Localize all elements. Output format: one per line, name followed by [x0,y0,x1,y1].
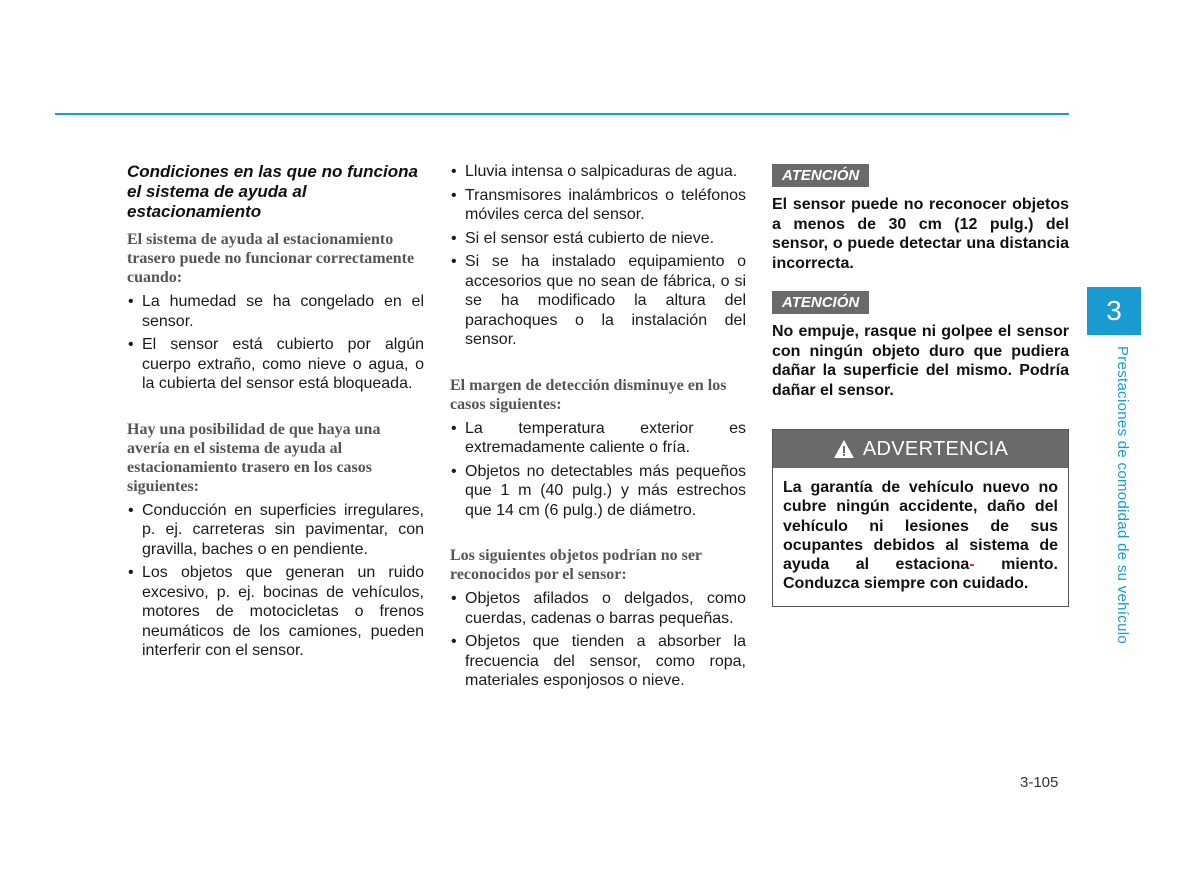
page-number: 3-105 [1020,774,1059,791]
bullet-list-2 [127,501,424,661]
list-item: • La humedad se ha congelado en el sensor. [127,292,424,331]
chapter-title: Prestaciones de comodidad de su vehículo [1114,346,1131,645]
list-item: • Si el sensor está cubierto de nieve. [450,229,746,249]
list-item: • Conducción en superficies irregulares, p. ej. carreteras sin pavimentar, con gravilla, baches o en pendiente. [127,501,424,560]
bullet-list-1 [127,292,424,394]
list-item: • Transmisores inalámbricos o teléfonos móviles cerca del sensor. [450,186,746,225]
list-item: • Objetos afilados o delgados, como cuerdas, cadenas o barras pequeñas. [450,589,746,628]
warning-triangle-icon [833,439,855,459]
warning-box [772,429,1069,607]
warning-text [773,468,1068,606]
list-item: • La temperatura exterior es extremadamente caliente o fría. [450,419,746,458]
subheading-4: Los siguientes objetos podrían no ser reconocidos por el sensor: [450,547,702,583]
warning-text-part2: miento. Conduzca siempre con cuidado. [783,556,1058,593]
bullet-list-4 [450,419,746,521]
caution-label: ATENCIÓN [772,291,869,314]
bullet-list-3 [450,162,746,350]
caution-text: No empuje, rasque ni golpee el sensor con ningún objeto duro que pudiera dañar la superficie del mismo. Podría dañar el sensor. [772,323,1069,399]
caution-label: ATENCIÓN [772,164,869,187]
warning-hyphen: - [969,556,975,574]
chapter-number-tab: 3 [1087,287,1141,335]
subheading-1: El sistema de ayuda al estacionamiento trasero puede no funcionar correctamente cuando: [127,231,415,286]
warning-text-part1: La garantía de vehículo nuevo no cubre ningún accidente, daño del vehículo ni lesiones de sus ocupantes debidos al sistema de ayuda al estaciona [783,479,1058,574]
list-item: • Objetos que tienden a absorber la frecuencia del sensor, como ropa, materiales esponjosos o nieve. [450,632,746,691]
subheading-3: El margen de detección disminuye en los casos siguientes: [450,376,727,413]
list-item: • El sensor está cubierto por algún cuerpo extraño, como nieve o agua, o la cubierta del sensor está bloqueada. [127,335,424,394]
subheading-2: Hay una posibilidad de que haya una avería en el sistema de ayuda al estacionamiento trasero en los casos siguientes: [127,420,381,495]
column-2 [450,162,746,695]
column-3 [772,162,1069,607]
list-item: • Si se ha instalado equipamiento o accesorios que no sean de fábrica, o si se ha modificado la altura del parachoques o la instalación del sensor. [450,252,746,350]
list-item: • Los objetos que generan un ruido excesivo, p. ej. bocinas de vehículos, motores de motocicletas o frenos neumáticos de los camiones, pueden interferir con el sensor. [127,563,424,661]
warning-label: ADVERTENCIA [862,437,1009,460]
caution-text: El sensor puede no reconocer objetos a menos de 30 cm (12 pulg.) del sensor, o puede detectar una distancia incorrecta. [772,196,1069,272]
column-1 [127,162,424,665]
section-title: Condiciones en las que no funciona el sistema de ayuda al estacionamiento [127,162,418,221]
list-item: • Objetos no detectables más pequeños que 1 m (40 pulg.) y más estrechos que 14 cm (6 pulg.) de diámetro. [450,462,746,521]
header-rule [55,113,1069,115]
bullet-list-5 [450,589,746,691]
list-item: • Lluvia intensa o salpicaduras de agua. [450,162,746,182]
warning-header [773,430,1068,468]
